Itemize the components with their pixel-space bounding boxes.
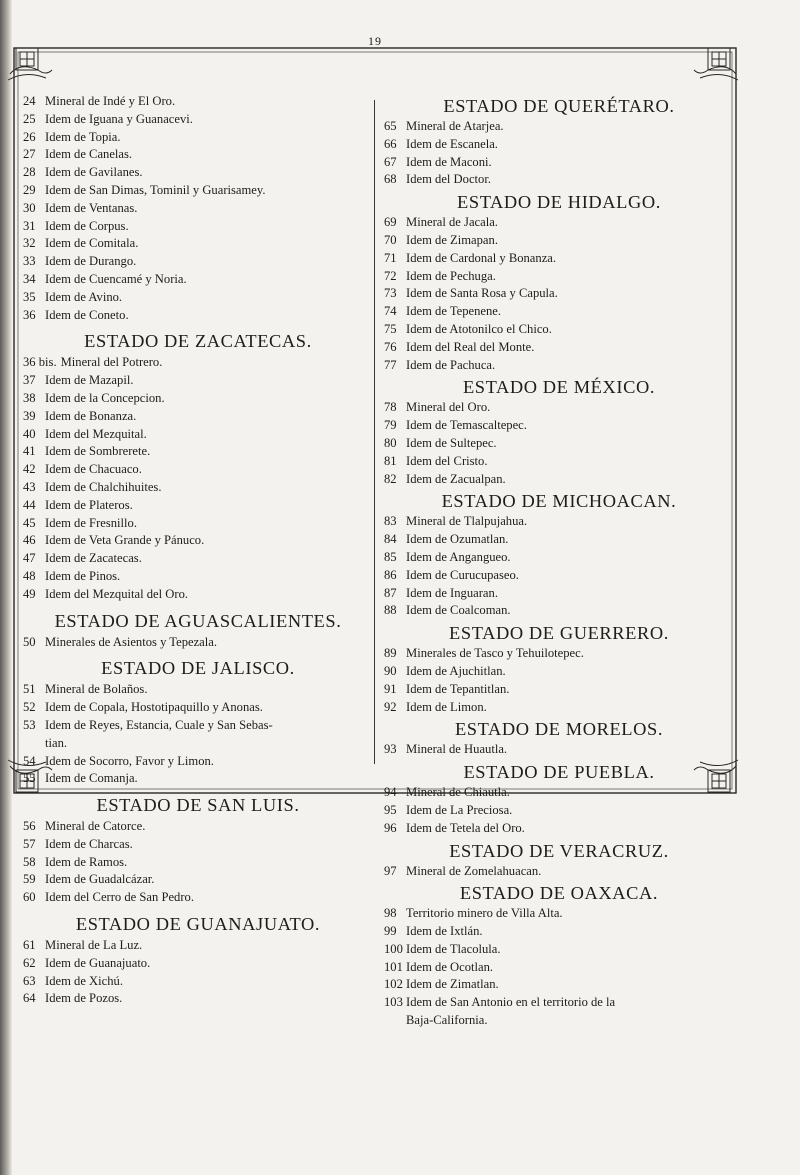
entry-number: 52 <box>23 700 36 715</box>
entry-number: 96 <box>384 820 397 835</box>
entry-text: Idem de Plateros. <box>45 497 133 512</box>
entry-number: 50 <box>23 634 36 649</box>
entry-text: Idem de Sombrerete. <box>45 444 151 459</box>
mine-entry <box>384 699 734 717</box>
mine-entry <box>384 567 734 585</box>
entry-number: 28 <box>23 165 36 180</box>
entry-number: 25 <box>23 111 36 126</box>
entry-number: 77 <box>384 357 397 372</box>
entry-text: Idem de Tepantitlan. <box>406 681 510 696</box>
entry-text: Idem de Cardonal y Bonanza. <box>406 250 557 265</box>
entry-text: Idem de Escanela. <box>406 136 498 151</box>
entry-text: Idem de Guanajuato. <box>45 955 151 970</box>
mine-entry <box>384 549 734 567</box>
mine-entry <box>23 854 373 872</box>
entry-number: 57 <box>23 836 36 851</box>
entry-number: 100 <box>384 941 403 956</box>
mine-entry <box>384 994 734 1012</box>
mine-entry <box>23 681 373 699</box>
entry-number: 42 <box>23 462 36 477</box>
entry-number: 95 <box>384 802 397 817</box>
entry-number: 36 bis. <box>23 355 57 370</box>
entry-text: Mineral de Atarjea. <box>406 119 504 133</box>
mine-entry <box>23 200 373 218</box>
entry-text: Idem de Gavilanes. <box>45 165 143 180</box>
mine-entry <box>384 513 734 531</box>
entry-number: 58 <box>23 854 36 869</box>
entry-text: Idem de Chacuaco. <box>45 462 142 477</box>
entry-number: 78 <box>384 400 397 415</box>
mine-entry <box>384 941 734 959</box>
entry-number: 83 <box>384 514 397 529</box>
state-heading: ESTADO DE HIDALGO. <box>457 192 661 213</box>
mine-entry <box>384 339 734 357</box>
entry-number: 103 <box>384 995 403 1010</box>
entry-number: 63 <box>23 973 36 988</box>
entry-text: Idem de San Antonio en el territorio de la <box>406 995 616 1010</box>
entry-text: Idem de Ajuchitlan. <box>406 663 506 678</box>
mine-entry <box>384 602 734 620</box>
entry-text: Idem de La Preciosa. <box>406 802 513 817</box>
mine-entry <box>23 955 373 973</box>
entry-text: Idem de Maconi. <box>406 154 492 169</box>
column-divider <box>374 100 375 764</box>
mine-entry <box>23 426 373 444</box>
entry-text: Mineral de Huautla. <box>406 742 508 757</box>
entry-text: Idem de Pechuga. <box>406 268 496 283</box>
mine-entry <box>384 118 734 136</box>
mine-entry <box>384 802 734 820</box>
entry-number: 24 <box>23 94 36 108</box>
state-heading: ESTADO DE GUERRERO. <box>449 623 669 644</box>
entry-number: 54 <box>23 753 36 768</box>
entry-number: 98 <box>384 906 397 921</box>
entry-number: 51 <box>23 682 36 697</box>
mine-entry <box>23 271 373 289</box>
entry-text: Idem del Cristo. <box>406 453 488 468</box>
entry-number: 75 <box>384 321 397 336</box>
entry-number: 69 <box>384 215 397 230</box>
book-spine-shadow <box>0 0 12 1175</box>
entry-text: Idem de Fresnillo. <box>45 515 137 530</box>
mine-entry <box>23 717 373 735</box>
entry-text: Idem de Pinos. <box>45 568 121 583</box>
mine-entry <box>384 399 734 417</box>
entry-text: Idem de Tetela del Oro. <box>406 820 525 835</box>
mine-entry <box>384 453 734 471</box>
state-heading: ESTADO DE MICHOACAN. <box>441 491 677 512</box>
mine-entry <box>23 990 373 1008</box>
mine-entry <box>23 973 373 991</box>
entry-number: 102 <box>384 977 403 992</box>
right-column <box>384 93 734 1030</box>
state-heading: ESTADO DE JALISCO. <box>101 658 295 679</box>
entry-number: 60 <box>23 890 36 905</box>
entry-number: 55 <box>23 771 36 786</box>
entry-text: Idem de Chalchihuites. <box>45 479 162 494</box>
entry-continuation: tian. <box>45 735 68 750</box>
entry-text: Idem de Pachuca. <box>406 357 496 372</box>
entry-number: 33 <box>23 254 36 269</box>
mine-entry <box>384 681 734 699</box>
mine-entry <box>384 250 734 268</box>
state-heading: ESTADO DE QUERÉTARO. <box>443 96 675 116</box>
state-heading: ESTADO DE GUANAJUATO. <box>75 914 321 935</box>
state-heading: ESTADO DE AGUASCALIENTES. <box>54 610 342 631</box>
entry-text: Idem de Bonanza. <box>45 408 137 423</box>
mine-entry <box>23 753 373 771</box>
mine-entry <box>384 471 734 489</box>
entry-number: 26 <box>23 129 36 144</box>
entry-text: Idem de Socorro, Favor y Limon. <box>45 753 214 768</box>
entry-number: 27 <box>23 147 36 162</box>
mine-entry <box>384 136 734 154</box>
entry-number: 72 <box>384 268 397 283</box>
entry-text: Idem de Zimapan. <box>406 232 498 247</box>
mine-entry <box>23 497 373 515</box>
mine-entry <box>23 550 373 568</box>
entry-number: 35 <box>23 289 36 304</box>
mine-entry <box>23 568 373 586</box>
entry-number: 74 <box>384 304 397 319</box>
entry-number: 80 <box>384 435 397 450</box>
entry-text: Idem de Angangueo. <box>406 549 511 564</box>
entry-text: Idem de Limon. <box>406 699 487 714</box>
entry-text: Mineral de Bolaños. <box>45 682 148 697</box>
entry-number: 45 <box>23 515 36 530</box>
mine-entry <box>384 417 734 435</box>
entry-text: Idem de Canelas. <box>45 147 133 162</box>
mine-entry <box>23 634 373 652</box>
entry-text: Idem de Ocotlan. <box>406 959 494 974</box>
entry-number: 38 <box>23 390 36 405</box>
mine-entry <box>384 303 734 321</box>
entry-text: Idem de Ixtlán. <box>406 924 483 939</box>
entry-text: Idem de Tlacolula. <box>406 941 501 956</box>
mine-entry <box>384 171 734 189</box>
entry-number: 97 <box>384 863 397 878</box>
entry-number: 32 <box>23 236 36 251</box>
entry-number: 70 <box>384 232 397 247</box>
entry-number: 94 <box>384 785 397 800</box>
mine-entry <box>23 354 373 372</box>
entry-number: 64 <box>23 991 36 1006</box>
mine-entry <box>384 976 734 994</box>
mine-entry <box>23 515 373 533</box>
entry-number: 92 <box>384 699 397 714</box>
entry-number: 82 <box>384 471 397 486</box>
mine-entry <box>384 863 734 881</box>
mine-entry <box>23 182 373 200</box>
entry-number: 76 <box>384 339 397 354</box>
entry-text: Idem de Veta Grande y Pánuco. <box>45 533 205 548</box>
entry-text: Idem del Doctor. <box>406 172 491 187</box>
entry-number: 30 <box>23 200 36 215</box>
entry-number: 62 <box>23 955 36 970</box>
entry-number: 34 <box>23 271 36 286</box>
entry-text: Mineral de La Luz. <box>45 938 143 953</box>
entry-text: Idem de Iguana y Guanacevi. <box>45 111 193 126</box>
entry-number: 47 <box>23 551 36 566</box>
entry-text: Territorio minero de Villa Alta. <box>406 906 563 921</box>
entry-number: 37 <box>23 373 36 388</box>
entry-number: 53 <box>23 717 36 732</box>
mine-entry <box>23 164 373 182</box>
entry-number: 68 <box>384 172 397 187</box>
mine-entry <box>384 285 734 303</box>
entry-text: Minerales de Asientos y Tepezala. <box>45 634 217 649</box>
entry-text: Idem de Zacatecas. <box>45 551 142 566</box>
mine-entry <box>384 663 734 681</box>
entry-text: Idem de Reyes, Estancia, Cuale y San Sebas- <box>45 717 273 732</box>
entry-text: Idem de Comanja. <box>45 771 138 786</box>
entry-continuation: Baja-California. <box>406 1013 488 1028</box>
entry-text: Idem de Curucupaseo. <box>406 567 519 582</box>
entry-text: Idem de Copala, Hostotipaquillo y Anonas. <box>45 700 263 715</box>
entry-text: Idem de Charcas. <box>45 836 133 851</box>
entry-text: Mineral del Potrero. <box>60 355 163 370</box>
mine-entry <box>23 408 373 426</box>
entry-number: 81 <box>384 453 397 468</box>
mine-entry <box>23 532 373 550</box>
mine-entry <box>384 923 734 941</box>
entry-text: Mineral de Zomelahuacan. <box>406 863 542 878</box>
mine-entry <box>23 818 373 836</box>
mine-entry <box>23 93 373 111</box>
entry-number: 89 <box>384 646 397 661</box>
entry-text: Idem de Coalcoman. <box>406 603 511 618</box>
mine-entry <box>23 699 373 717</box>
entry-number: 71 <box>384 250 397 265</box>
mine-entry <box>23 390 373 408</box>
entry-number: 86 <box>384 567 397 582</box>
mine-entry <box>384 435 734 453</box>
entry-text: Idem de Temascaltepec. <box>406 418 527 433</box>
entry-text: Mineral de Catorce. <box>45 819 146 834</box>
mine-entry <box>23 129 373 147</box>
state-heading: ESTADO DE OAXACA. <box>459 883 659 904</box>
mine-entry <box>23 479 373 497</box>
mine-entry <box>384 154 734 172</box>
entry-text: Idem de Avino. <box>45 289 123 304</box>
entry-text: Idem del Real del Monte. <box>406 339 535 354</box>
entry-number: 41 <box>23 444 36 459</box>
entry-number: 85 <box>384 549 397 564</box>
entry-text: Idem de Xichú. <box>45 973 123 988</box>
entry-text: Idem de Ozumatlan. <box>406 532 509 547</box>
entry-text: Idem del Cerro de San Pedro. <box>45 890 194 905</box>
mine-entry <box>23 836 373 854</box>
mine-entry <box>23 289 373 307</box>
entry-number: 31 <box>23 218 36 233</box>
entry-number: 61 <box>23 938 36 953</box>
entry-text: Idem de Corpus. <box>45 218 129 233</box>
entry-text: Idem de Ramos. <box>45 854 128 869</box>
mine-entry <box>384 585 734 603</box>
mine-entry <box>384 959 734 977</box>
entry-number: 36 <box>23 307 36 322</box>
entry-text: Idem de Topia. <box>45 129 121 144</box>
state-heading: ESTADO DE MÉXICO. <box>462 377 656 398</box>
entry-text: Idem de Cuencamé y Noria. <box>45 271 187 286</box>
mine-entry <box>23 111 373 129</box>
corner-ornament-top-right <box>692 40 740 84</box>
mine-entry <box>384 905 734 923</box>
left-column <box>23 93 373 1008</box>
entry-number: 93 <box>384 742 397 757</box>
mine-entry <box>23 372 373 390</box>
entry-number: 40 <box>23 426 36 441</box>
mine-entry <box>384 531 734 549</box>
entry-text: Mineral del Oro. <box>406 400 491 415</box>
entry-number: 90 <box>384 663 397 678</box>
mine-entry <box>384 232 734 250</box>
mine-entry <box>384 214 734 232</box>
entry-text: Idem de San Dimas, Tominil y Guarisamey. <box>45 182 266 197</box>
entry-text: Mineral de Jacala. <box>406 215 498 230</box>
entry-number: 84 <box>384 532 397 547</box>
mine-entry <box>384 784 734 802</box>
entry-number: 46 <box>23 533 36 548</box>
entry-text: Idem del Mezquital del Oro. <box>45 586 189 601</box>
entry-number: 49 <box>23 586 36 601</box>
entry-text: Idem de Pozos. <box>45 991 123 1006</box>
mine-entry <box>23 235 373 253</box>
entry-number: 29 <box>23 182 36 197</box>
entry-number: 67 <box>384 154 397 169</box>
entry-number: 101 <box>384 959 403 974</box>
mine-entry <box>23 937 373 955</box>
mine-entry <box>23 307 373 325</box>
state-heading: ESTADO DE MORELOS. <box>454 719 664 740</box>
entry-text: Idem de Mazapil. <box>45 373 134 388</box>
mine-entry <box>23 461 373 479</box>
entry-number: 56 <box>23 819 36 834</box>
entry-text: Idem de Tepenene. <box>406 304 502 319</box>
entry-number: 43 <box>23 479 36 494</box>
state-heading: ESTADO DE SAN LUIS. <box>96 795 300 816</box>
mine-entry <box>384 357 734 375</box>
entry-number: 88 <box>384 603 397 618</box>
entry-text: Idem de Durango. <box>45 254 137 269</box>
mine-entry <box>23 889 373 907</box>
mine-entry <box>23 253 373 271</box>
entry-text: Idem de Ventanas. <box>45 200 138 215</box>
mine-entry <box>384 820 734 838</box>
entry-text: Idem del Mezquital. <box>45 426 147 441</box>
entry-number: 79 <box>384 418 397 433</box>
entry-number: 87 <box>384 585 397 600</box>
mine-entry <box>23 218 373 236</box>
entry-text: Idem de la Concepcion. <box>45 390 165 405</box>
entry-text: Mineral de Indé y El Oro. <box>45 94 176 108</box>
entry-number: 44 <box>23 497 36 512</box>
state-heading: ESTADO DE PUEBLA. <box>463 762 655 783</box>
entry-text: Mineral de Chiautla. <box>406 785 510 800</box>
entry-number: 73 <box>384 286 397 301</box>
mine-entry <box>23 586 373 604</box>
entry-text: Idem de Inguaran. <box>406 585 498 600</box>
mine-entry <box>384 268 734 286</box>
mine-entry <box>384 645 734 663</box>
mine-entry <box>23 443 373 461</box>
entry-text: Mineral de Tlalpujahua. <box>406 514 528 529</box>
entry-number: 59 <box>23 872 36 887</box>
corner-ornament-top-left <box>6 40 54 84</box>
entry-text: Idem de Guadalcázar. <box>45 872 155 887</box>
entry-text: Idem de Atotonilco el Chico. <box>406 321 552 336</box>
entry-text: Idem de Comitala. <box>45 236 139 251</box>
state-heading: ESTADO DE VERACRUZ. <box>449 840 669 861</box>
mine-entry <box>384 321 734 339</box>
entry-number: 66 <box>384 136 397 151</box>
entry-number: 39 <box>23 408 36 423</box>
entry-text: Idem de Santa Rosa y Capula. <box>406 286 558 301</box>
entry-text: Idem de Zimatlan. <box>406 977 499 992</box>
mine-entry <box>23 871 373 889</box>
entry-text: Idem de Sultepec. <box>406 435 497 450</box>
state-heading: ESTADO DE ZACATECAS. <box>84 331 312 352</box>
mine-entry <box>23 146 373 164</box>
entry-number: 99 <box>384 924 397 939</box>
entry-number: 91 <box>384 681 397 696</box>
page-number: 19 <box>368 34 382 48</box>
entry-text: Idem de Zacualpan. <box>406 471 506 486</box>
mine-entry <box>384 741 734 759</box>
mine-entry <box>23 770 373 788</box>
entry-number: 65 <box>384 119 397 133</box>
entry-number: 48 <box>23 568 36 583</box>
entry-text: Idem de Coneto. <box>45 307 129 322</box>
entry-text: Minerales de Tasco y Tehuilotepec. <box>406 646 584 661</box>
